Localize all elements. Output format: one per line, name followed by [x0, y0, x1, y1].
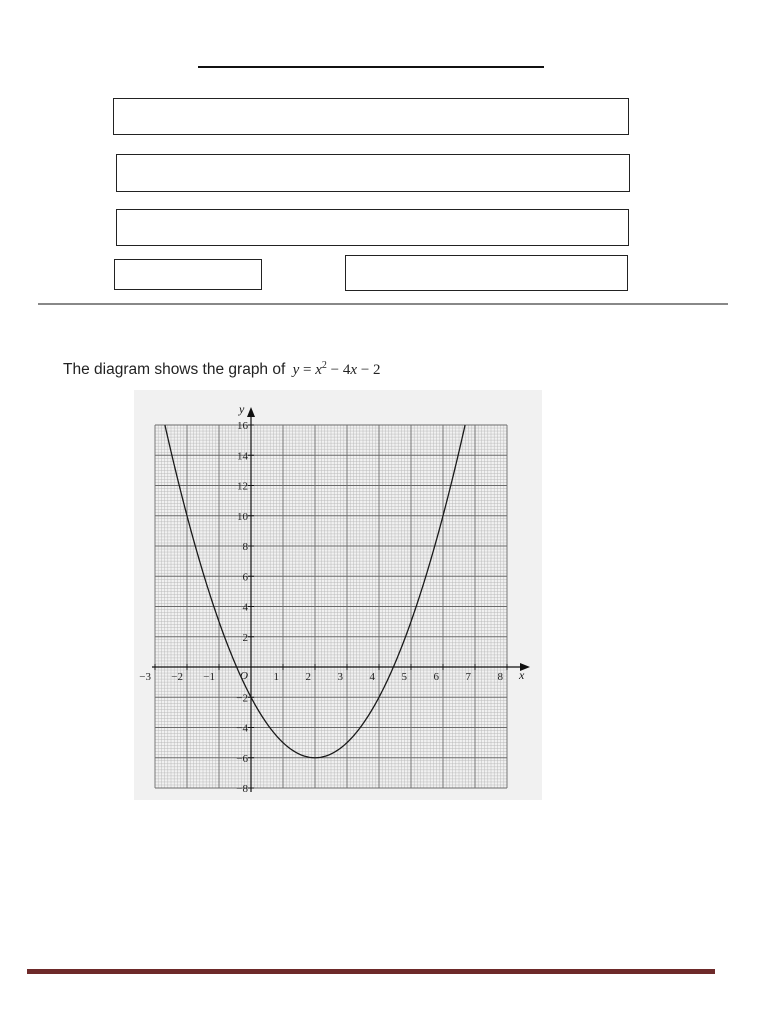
x-tick-label: 6: [433, 671, 439, 683]
y-tick-label: 10: [237, 510, 248, 523]
eq-minus-2: −: [360, 362, 370, 378]
y-axis-arrow: [247, 407, 255, 417]
eq-constant: 2: [373, 362, 381, 378]
origin-label: O: [240, 670, 248, 682]
x-tick-label: −2: [171, 671, 183, 683]
tick-labels: [139, 402, 525, 795]
eq-exponent: 2: [321, 360, 327, 371]
eq-x2: x: [350, 362, 358, 378]
x-tick-label: 7: [465, 671, 471, 683]
x-tick-label: 2: [305, 671, 311, 683]
eq-y: y: [292, 362, 300, 378]
eq-minus-1: −: [330, 362, 340, 378]
intro-text: The diagram shows the graph of: [63, 361, 286, 378]
x-tick-label: −1: [203, 671, 215, 683]
y-axis-label: y: [239, 402, 245, 416]
y-tick-label: −4: [236, 722, 248, 735]
x-axis-label: x: [519, 668, 525, 682]
x-tick-label: −3: [139, 671, 151, 683]
y-tick-label: −6: [236, 752, 248, 765]
y-tick-label: 4: [242, 601, 248, 614]
eq-x: x: [315, 362, 322, 378]
x-tick-label: 8: [497, 671, 503, 683]
x-tick-label: 5: [401, 671, 407, 683]
y-tick-label: 8: [242, 541, 248, 553]
y-tick-label: 6: [242, 571, 248, 584]
x-tick-label: 1: [273, 671, 279, 683]
x-tick-label: 4: [369, 671, 375, 683]
y-tick-label: 14: [237, 450, 248, 463]
eq-coefficient: 4: [342, 362, 351, 378]
x-tick-label: 3: [337, 671, 343, 683]
footer-rule: [27, 969, 715, 974]
y-tick-label: 12: [237, 480, 248, 493]
axes: [152, 407, 530, 792]
eq-equals: =: [303, 362, 312, 378]
y-tick-label: 16: [237, 420, 248, 432]
y-tick-label: −2: [236, 692, 248, 705]
y-tick-label: −8: [236, 783, 248, 795]
y-tick-label: 2: [242, 631, 248, 644]
